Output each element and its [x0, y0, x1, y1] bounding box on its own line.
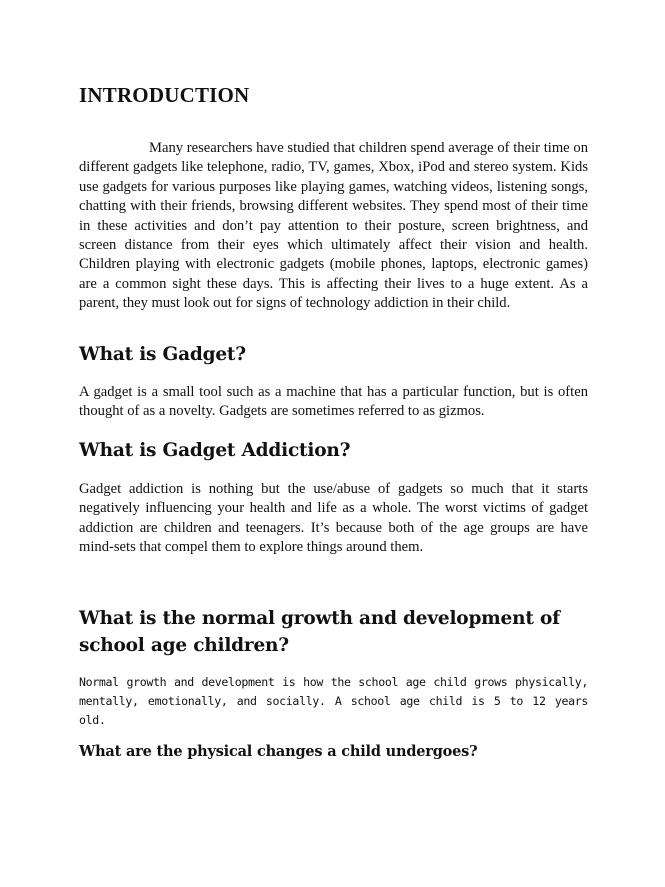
physical-changes-heading: What are the physical changes a child undergoes? — [79, 743, 478, 760]
normal-growth-heading: What is the normal growth and development of school age children? — [79, 608, 560, 656]
introduction-paragraph: Many researchers have studied that children spend average of their time on different gadgets like telephone, radio, TV, games, Xbox, iPod and stereo system. Kids use gadgets for various purposes like playing games, watching videos, listening songs, chatting with their friends, browsing different websites. They spend most of their time in these activities and don’t pay attention to their posture, screen brightness, and screen distance from their eyes which ultimately affect their vision and health. Children playing with electronic gadgets (mobile phones, laptops, electronic games) are a common sight these days. This is affecting their lives to a huge extent. As a parent, they must look out for signs of technology addiction in their child. — [79, 140, 588, 312]
gadget-addiction-paragraph: Gadget addiction is nothing but the use/abuse of gadgets so much that it starts negatively influencing your health and life as a whole. The worst victims of gadget addiction are children and teenagers. It’s because both of the age groups are have mind-sets that compel them to explore things around them. — [79, 481, 588, 556]
what-is-gadget-heading: What is Gadget? — [79, 344, 246, 365]
gadget-addiction-heading: What is Gadget Addiction? — [79, 440, 351, 461]
introduction-heading: INTRODUCTION — [79, 83, 250, 107]
normal-growth-paragraph: Normal growth and development is how the school age child grows physically, mentally, emotionally, and socially. A school age child is 5 to 12 years old. — [79, 675, 588, 727]
what-is-gadget-paragraph: A gadget is a small tool such as a machine that has a particular function, but is often thought of as a novelty. Gadgets are sometimes referred to as gizmos. — [79, 384, 588, 420]
